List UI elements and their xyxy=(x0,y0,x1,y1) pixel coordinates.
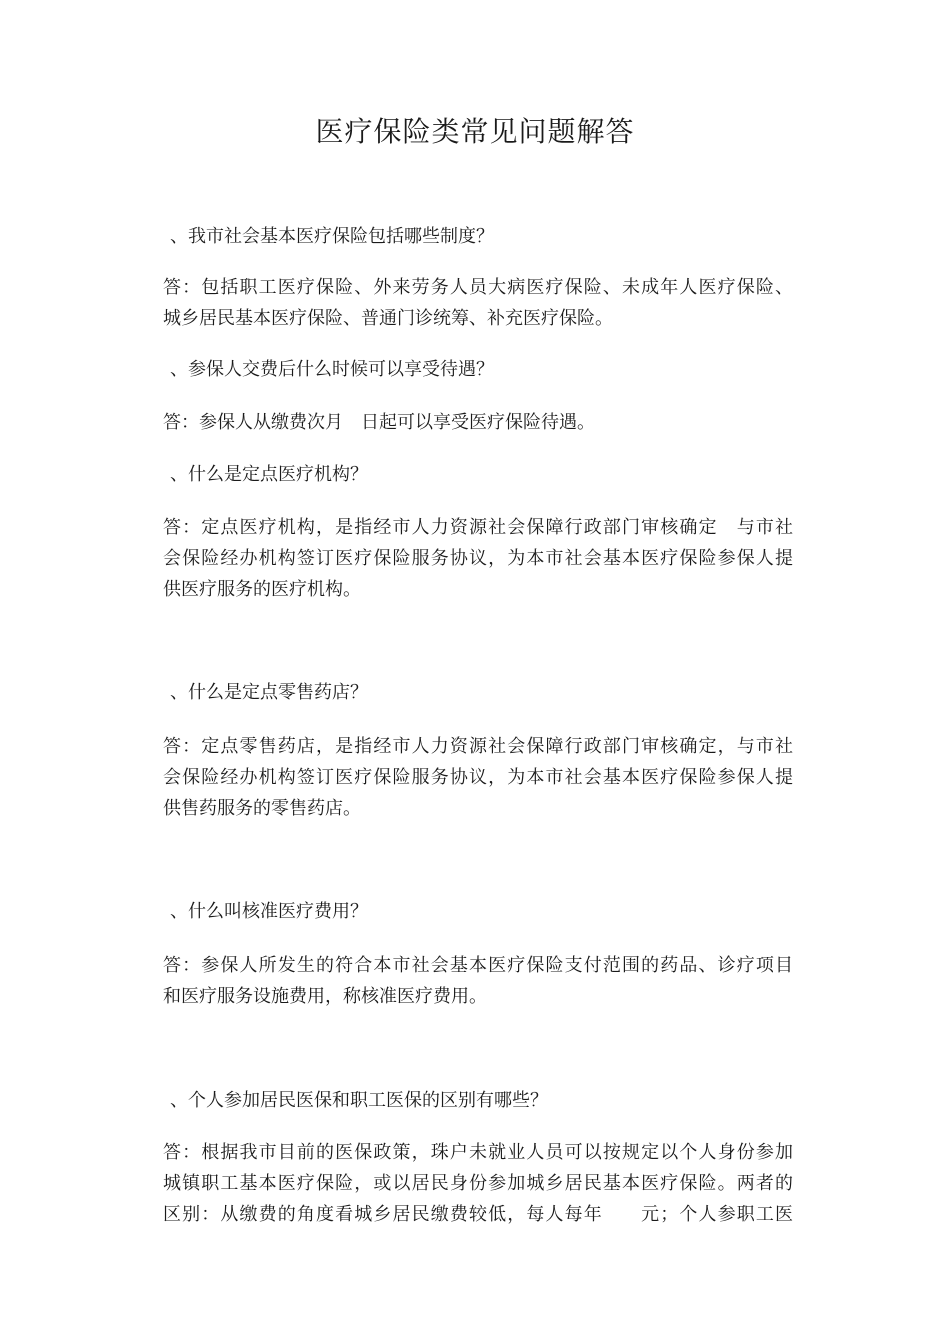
answer-2-line-1: 答：参保人从缴费次月 日起可以享受医疗保险待遇。 xyxy=(163,412,595,433)
question-3: 、什么是定点医疗机构？ xyxy=(170,464,368,485)
answer-6-line-1: 答：根据我市目前的医保政策，珠户未就业人员可以按规定以个人身份参加 xyxy=(163,1142,793,1163)
answer-4-line-3: 供售药服务的零售药店。 xyxy=(163,798,361,819)
answer-3-line-1: 答：定点医疗机构，是指经市人力资源社会保障行政部门审核确定 与市社 xyxy=(163,517,793,538)
question-2: 、参保人交费后什么时候可以享受待遇？ xyxy=(170,359,494,380)
question-6: 、个人参加居民医保和职工医保的区别有哪些？ xyxy=(170,1090,548,1111)
answer-4-line-1: 答：定点零售药店，是指经市人力资源社会保障行政部门审核确定，与市社 xyxy=(163,736,793,757)
answer-1-line-1: 答：包括职工医疗保险、外来劳务人员大病医疗保险、未成年人医疗保险、 xyxy=(163,277,793,298)
answer-5-line-1: 答：参保人所发生的符合本市社会基本医疗保险支付范围的药品、诊疗项目 xyxy=(163,955,793,976)
answer-6-line-3: 区别：从缴费的角度看城乡居民缴费较低，每人每年 元；个人参职工医 xyxy=(163,1204,793,1225)
answer-1-line-2: 城乡居民基本医疗保险、普通门诊统筹、补充医疗保险。 xyxy=(163,308,613,329)
answer-5-line-2: 和医疗服务设施费用，称核准医疗费用。 xyxy=(163,986,487,1007)
question-5: 、什么叫核准医疗费用？ xyxy=(170,901,368,922)
answer-4-line-2: 会保险经办机构签订医疗保险服务协议，为本市社会基本医疗保险参保人提 xyxy=(163,767,793,788)
question-1: 、我市社会基本医疗保险包括哪些制度？ xyxy=(170,226,494,247)
question-4: 、什么是定点零售药店？ xyxy=(170,682,368,703)
answer-3-line-2: 会保险经办机构签订医疗保险服务协议，为本市社会基本医疗保险参保人提 xyxy=(163,548,793,569)
answer-3-line-3: 供医疗服务的医疗机构。 xyxy=(163,579,361,600)
answer-6-line-2: 城镇职工基本医疗保险，或以居民身份参加城乡居民基本医疗保险。两者的 xyxy=(163,1173,793,1194)
page-title: 医疗保险类常见问题解答 xyxy=(315,115,635,148)
